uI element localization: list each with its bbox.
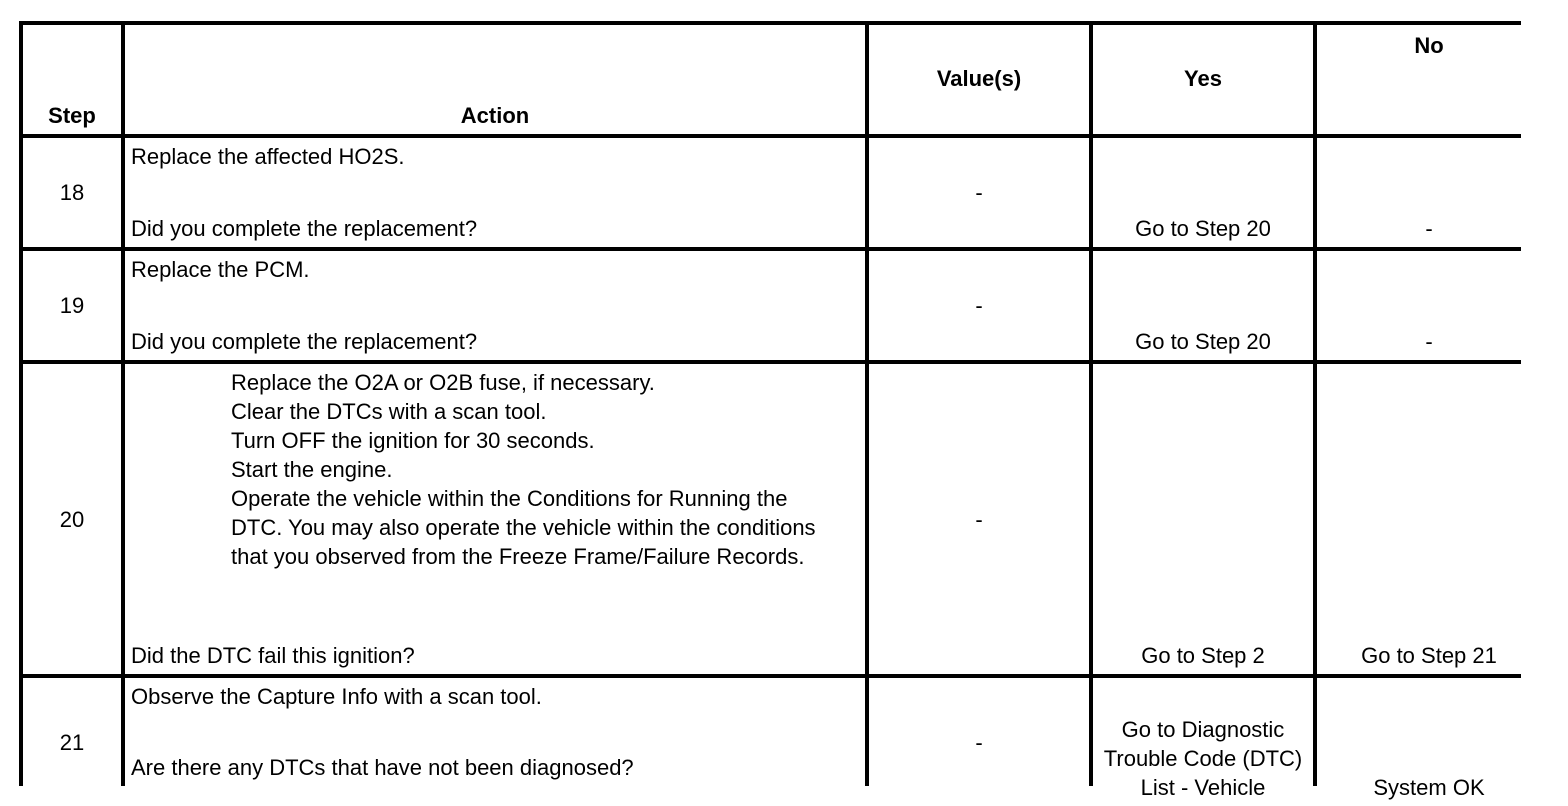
value-cell: - [869,138,1089,247]
action-cell [125,678,865,806]
header-step: Step [23,25,121,134]
action-question: Are there any DTCs that have not been diagnosed? [131,755,634,780]
value-cell: - [869,364,1089,674]
step-number: 20 [23,364,121,674]
action-question: Did the DTC fail this ignition? [131,643,415,668]
action-question: Did you complete the replacement? [131,329,478,354]
no-cell: - [1317,138,1541,247]
action-question: Did you complete the replacement? [131,216,478,241]
header-values: Value(s) [869,25,1089,134]
action-cell [125,138,865,247]
action-cell [125,364,865,674]
action-text: Replace the PCM. [131,257,310,282]
action-list-item: Clear the DTCs with a scan tool. [231,399,547,424]
action-text: Observe the Capture Info with a scan tool. [131,684,542,709]
action-list [231,368,831,571]
value-cell: - [869,251,1089,360]
action-list-item: Operate the vehicle within the Conditions for Running the DTC. You may also operate the vehicle within the conditions that you observed from the Freeze Frame/Failure Records. [231,486,816,569]
yes-cell: Go to Step 2 [1093,364,1313,674]
action-cell [125,251,865,360]
action-list-item: Start the engine. [231,457,393,482]
header-yes: Yes [1093,25,1313,134]
value-cell: - [869,678,1089,806]
no-cell: System OK [1317,678,1541,806]
header-action: Action [125,25,865,134]
diagnostic-table [19,21,1521,800]
yes-cell: Go to Diagnostic Trouble Code (DTC) List - Vehicle [1093,678,1313,806]
yes-cell: Go to Step 20 [1093,138,1313,247]
header-no: No [1317,25,1541,134]
yes-cell: Go to Step 20 [1093,251,1313,360]
action-list-item: Turn OFF the ignition for 30 seconds. [231,428,595,453]
no-cell: - [1317,251,1541,360]
action-text: Replace the affected HO2S. [131,144,405,169]
step-number: 19 [23,251,121,360]
no-cell: Go to Step 21 [1317,364,1541,674]
step-number: 18 [23,138,121,247]
action-list-item: Replace the O2A or O2B fuse, if necessary. [231,370,655,395]
step-number: 21 [23,678,121,806]
